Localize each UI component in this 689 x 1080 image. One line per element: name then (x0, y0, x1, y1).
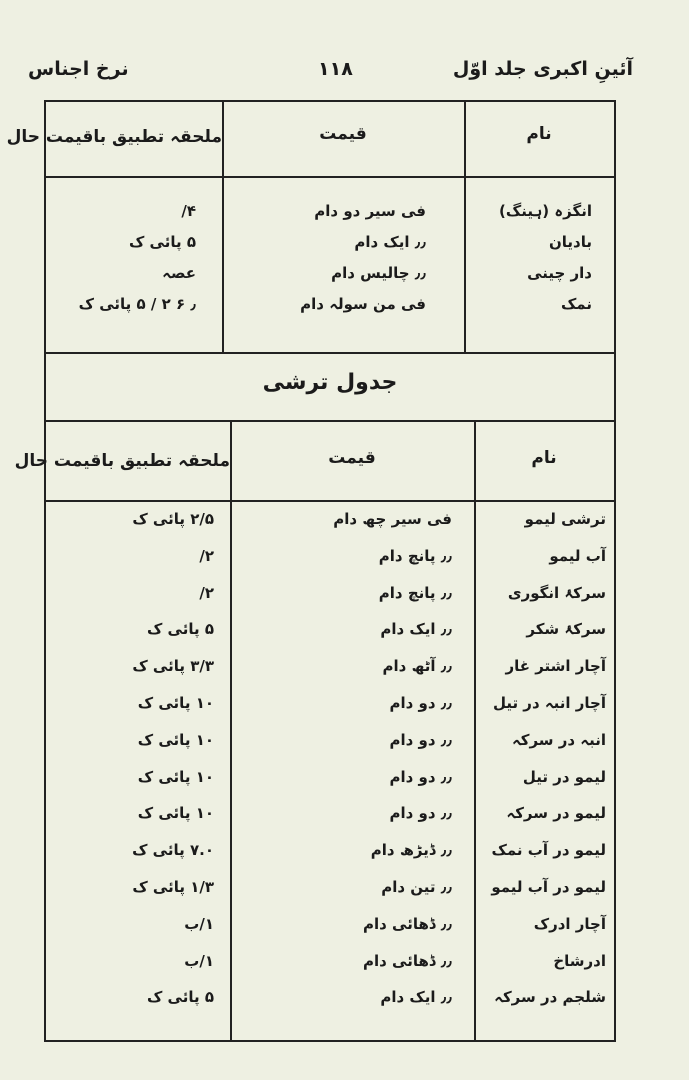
row-comparison: عصہ (162, 264, 196, 282)
row-comparison: ۵ پائی ک (146, 988, 214, 1007)
row-price: ٫٫ پانچ دام (378, 546, 452, 565)
row-name: ترشی لیمو (524, 510, 606, 528)
row-comparison: ۱/۳ پائی ک (132, 878, 214, 896)
row-comparison: ۱۰ پائی ک (137, 694, 214, 712)
col-divider-2a (230, 420, 232, 1042)
row-name: آچار اشتر غار (505, 657, 606, 676)
row-comparison: ۲/ (199, 583, 214, 602)
row-name: بادیان (548, 233, 592, 251)
row-name: سرکۂ شکر (526, 620, 606, 639)
t2-header-price: قیمت (328, 448, 376, 468)
row-name: سرکۂ انگوری (507, 583, 606, 602)
row-comparison: ۳/۳ پائی ک (132, 657, 214, 676)
row-name: نمک (560, 295, 592, 313)
row-name: آچار ادرک (533, 914, 606, 933)
book-title: آئینِ اکبری جلد اوّل (452, 58, 633, 80)
row-comparison: ۱/ب (184, 914, 214, 933)
page-number: ۱۱۸ (318, 58, 353, 80)
row-price: ٫٫ دو دام (389, 694, 452, 712)
row-comparison: ۲/۵ پائی ک (132, 510, 214, 528)
row-price: فی سیر دو دام (314, 202, 426, 220)
row-name: دار چینی (527, 264, 592, 282)
row-price: ٫٫ چالیس دام (331, 264, 426, 282)
row-comparison: ۱۰ پائی ک (137, 730, 214, 749)
row-comparison: ۵ پائی ک (128, 233, 196, 251)
row-price: ٫٫ پانچ دام (378, 583, 452, 602)
header-rule-1 (46, 176, 614, 178)
row-name: لیمو در سرکہ (506, 804, 606, 823)
row-comparison: ۱۰ پائی ک (137, 804, 214, 823)
row-comparison: ۵ پائی ک (146, 620, 214, 639)
row-comparison: ٫ ۶ ۲ / ۵ پائی ک (78, 295, 196, 313)
row-comparison: ۷.۰ پائی ک (132, 841, 214, 860)
section-heading: نرخ اجناس (28, 58, 129, 80)
row-price: ٫٫ آٹھ دام (382, 657, 452, 676)
row-comparison: ۲/ (199, 546, 214, 565)
row-price: ٫٫ دو دام (389, 767, 452, 786)
t2-header-comparison: ملحقہ تطبیق باقیمت حال (14, 451, 230, 471)
t1-header-name: نام (526, 124, 552, 144)
header-rule-2 (46, 500, 614, 502)
row-comparison: ۱۰ پائی ک (137, 767, 214, 786)
row-name: ادرشاخ (553, 951, 606, 970)
section-rule-bottom (46, 420, 614, 422)
t1-header-price: قیمت (319, 124, 367, 144)
row-name: انبہ در سرکہ (511, 730, 606, 749)
row-price: فی سیر چھ دام (333, 510, 452, 528)
section-rule-top (46, 352, 614, 354)
row-price: ٫٫ ڈھائی دام (362, 951, 452, 970)
row-name: لیمو در آب لیمو (491, 878, 606, 896)
row-price: ٫٫ ایک دام (380, 620, 452, 639)
t2-header-name: نام (531, 448, 557, 468)
row-price: ٫٫ ڈھائی دام (362, 914, 452, 933)
row-price: ٫٫ دو دام (389, 730, 452, 749)
row-name: آچار انبہ در تیل (492, 694, 606, 712)
row-price: فی من سولہ دام (300, 295, 426, 313)
row-price: ٫٫ ایک دام (380, 988, 452, 1007)
row-comparison: ۴/ (181, 202, 196, 220)
row-name: شلجم در سرکہ (494, 988, 606, 1007)
t1-header-comparison: ملحقہ تطبیق باقیمت حال (6, 127, 222, 147)
row-comparison: ۱/ب (184, 951, 214, 970)
price-table (6, 100, 616, 1042)
row-name: انگزہ (ہینگ) (499, 202, 592, 220)
row-name: لیمو در تیل (522, 767, 606, 786)
row-price: ٫٫ تین دام (381, 878, 452, 896)
row-name: لیمو در آب نمک (491, 841, 606, 860)
row-price: ٫٫ دو دام (389, 804, 452, 823)
row-price: ٫٫ ڈیڑھ دام (370, 841, 452, 860)
row-name: آب لیمو (549, 546, 606, 565)
section-title: جدول ترشی (262, 370, 398, 395)
row-price: ٫٫ ایک دام (354, 233, 426, 251)
